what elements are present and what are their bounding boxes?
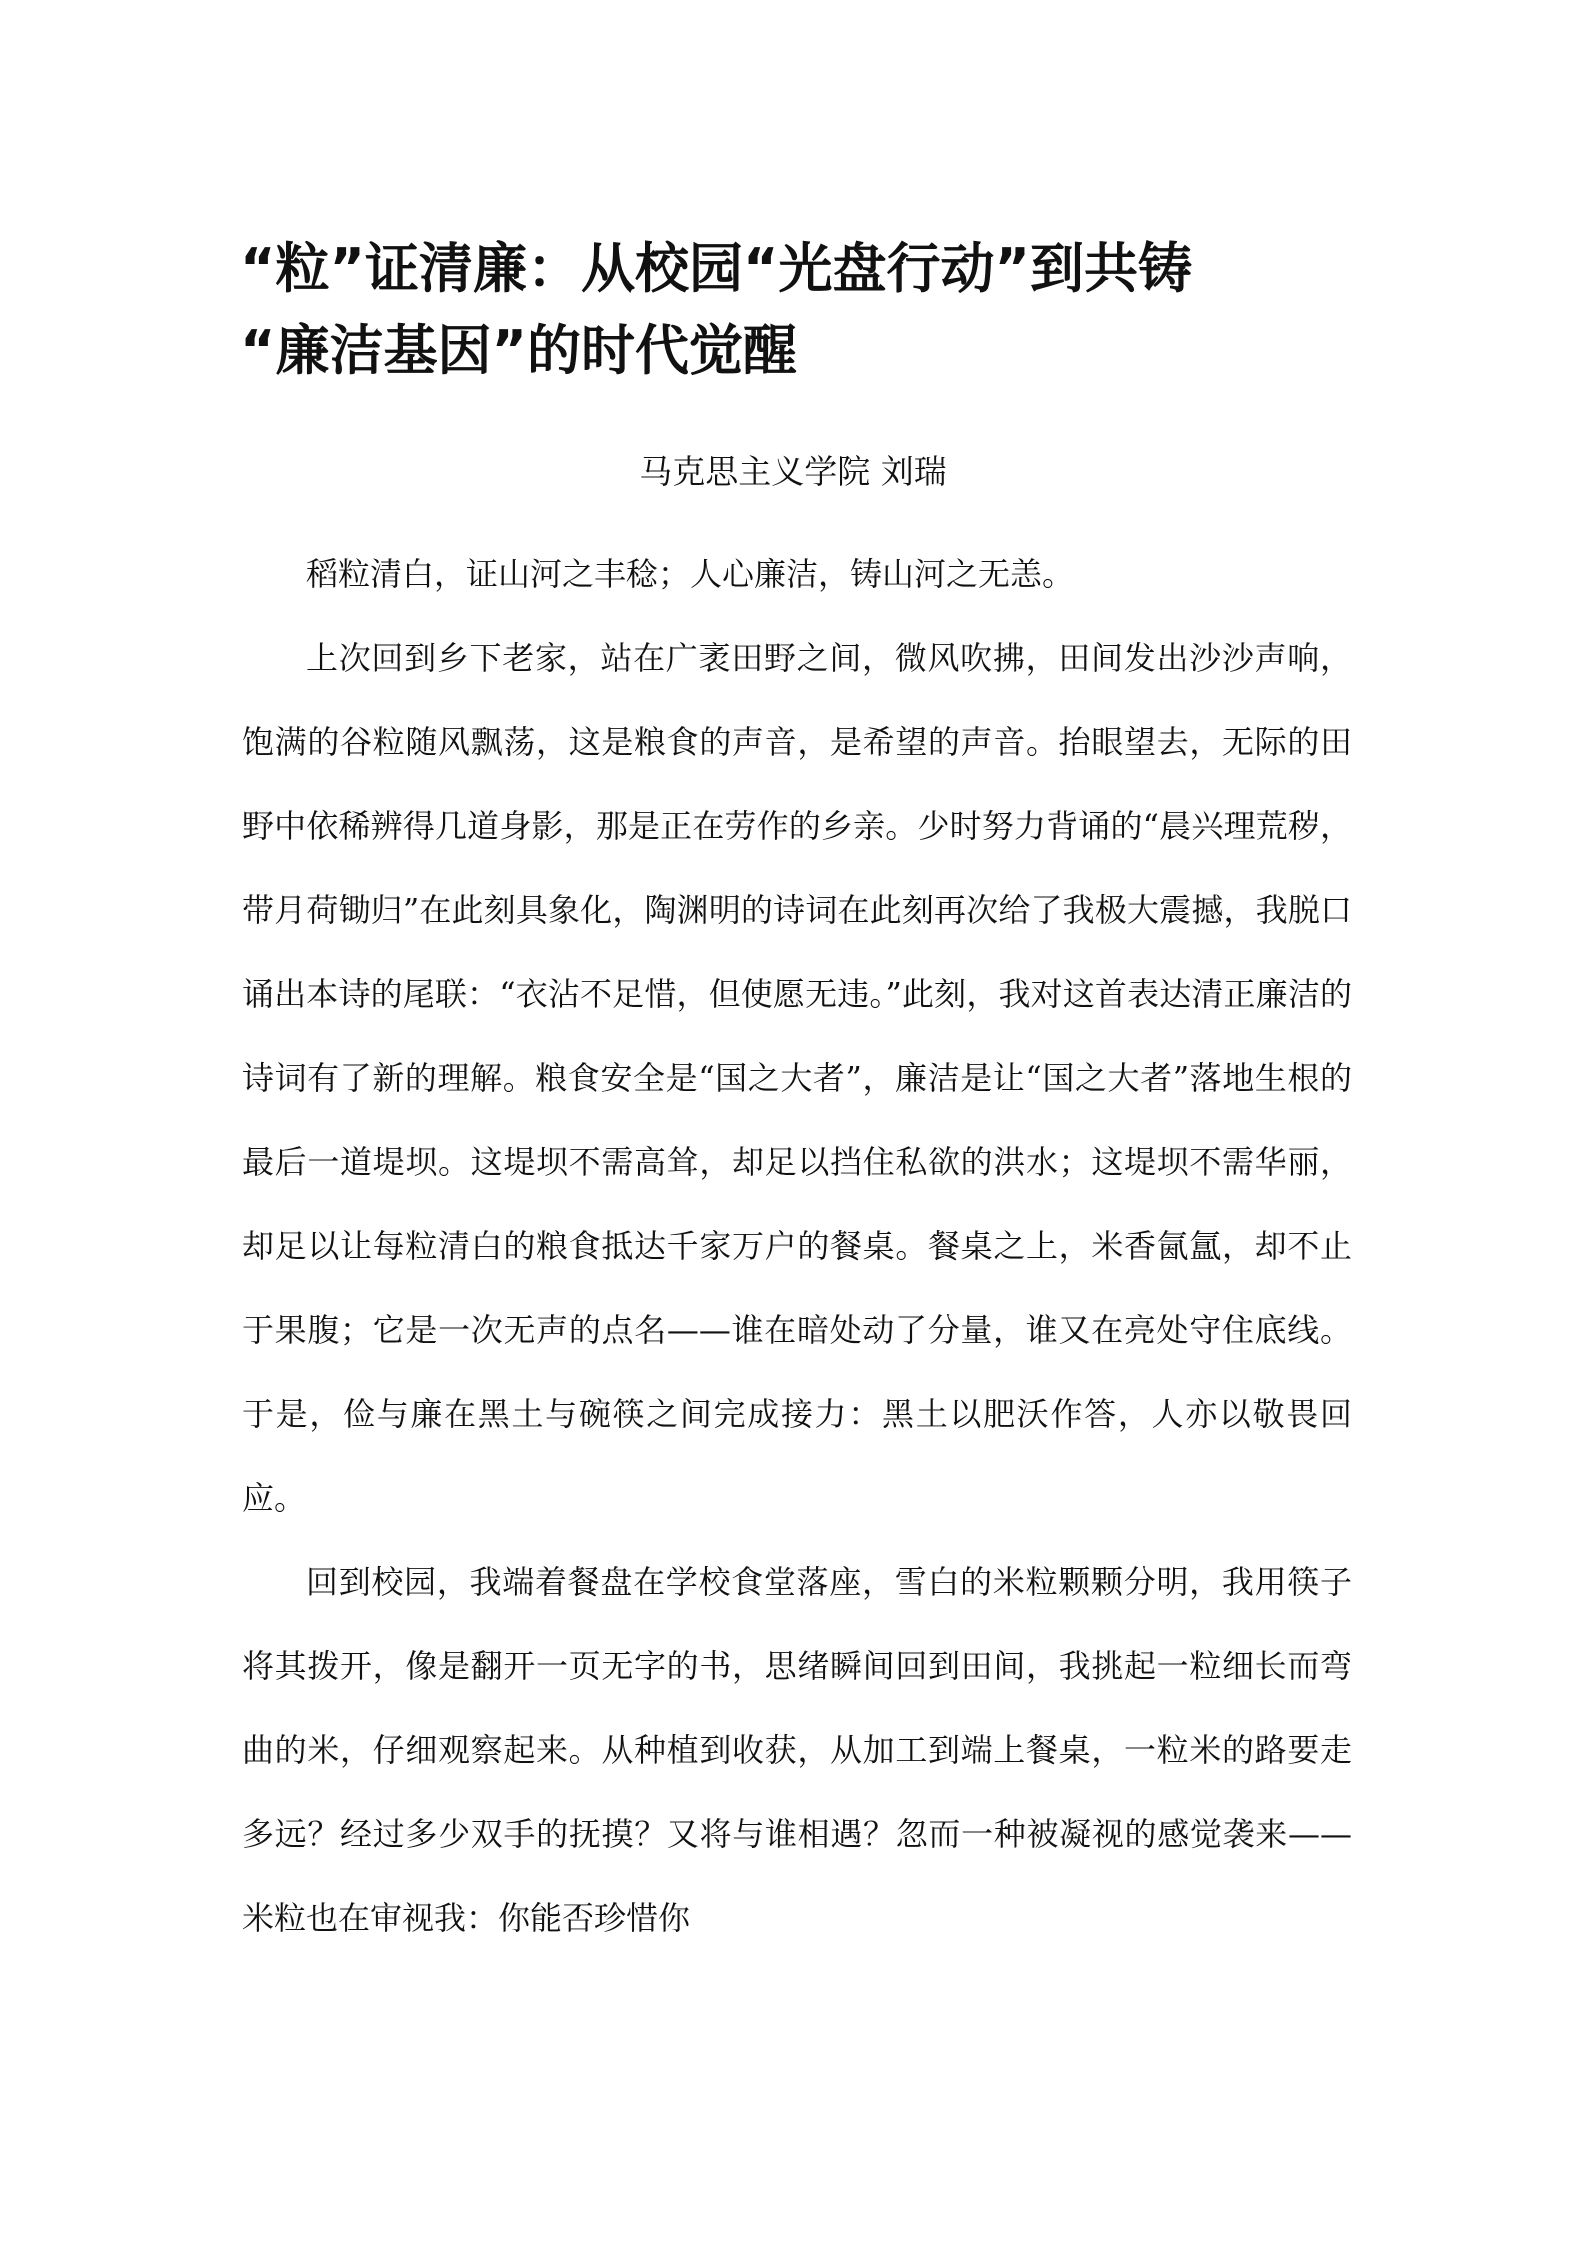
article-title: [240, 228, 1360, 392]
author-byline: 马克思主义学院 刘瑞: [639, 452, 947, 491]
paragraph-2: 上次回到乡下老家，站在广袤田野之间，微风吹拂，田间发出沙沙声响，饱满的谷粒随风飘荡，这是粮食的声音，是希望的声音。抬眼望去，无际的田野中依稀辨得几道身影，那是正在劳作的乡亲。少时努力背诵的“晨兴理荒秽，带月荷锄归”在此刻具象化，陶渊明的诗词在此刻再次给了我极大震撼，我脱口诵出本诗的尾联：“衣沾不足惜，但使愿无违。”此刻，我对这首表达清正廉洁的诗词有了新的理解。粮食安全是“国之大者”，廉洁是让“国之大者”落地生根的最后一道堤坝。这堤坝不需高耸，却足以挡住私欲的洪水；这堤坝不需华丽，却足以让每粒清白的粮食抵达千家万户的餐桌。餐桌之上，米香氤氲，却不止于果腹；它是一次无声的点名——谁在暗处动了分量，谁又在亮处守住底线。于是，俭与廉在黑土与碗筷之间完成接力：黑土以肥沃作答，人亦以敬畏回应。: [242, 639, 1352, 1517]
paragraph-1: 稻粒清白，证山河之丰稔；人心廉洁，铸山河之无恙。: [306, 555, 1075, 593]
title-line-2: “廉洁基因”的时代觉醒: [240, 319, 797, 382]
title-line-1: “粒”证清廉：从校园“光盘行动”到共铸: [240, 237, 1192, 300]
article-body: [242, 532, 1352, 1960]
paragraph-3: 回到校园，我端着餐盘在学校食堂落座，雪白的米粒颗颗分明，我用筷子将其拨开，像是翻开一页无字的书，思绪瞬间回到田间，我挑起一粒细长而弯曲的米，仔细观察起来。从种植到收获，从加工到端上餐桌，一粒米的路要走多远？经过多少双手的抚摸？又将与谁相遇？忽而一种被凝视的感觉袭来——米粒也在审视我：你能否珍惜你: [242, 1563, 1352, 1937]
